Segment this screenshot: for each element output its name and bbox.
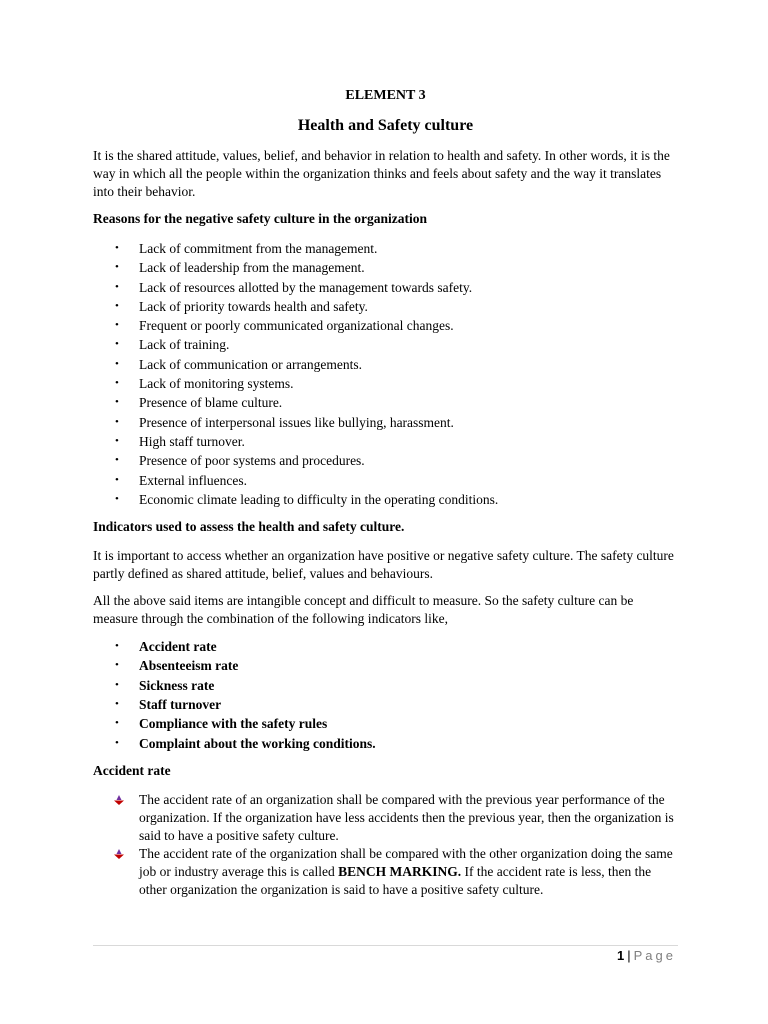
list-item-text: Accident rate <box>139 639 217 655</box>
element-label: ELEMENT 3 <box>345 88 426 103</box>
bullet-icon: • <box>115 736 119 749</box>
list-item-text: Staff turnover <box>139 697 222 713</box>
page-footer <box>617 948 676 963</box>
reasons-list <box>93 239 678 509</box>
list-item-text: Frequent or poorly communicated organizational changes. <box>139 318 454 334</box>
indicators-paragraph-2: All the above said items are intangible concept and difficult to measure. So the safety culture can be measure through the combination of the following indicators like, <box>93 593 634 627</box>
list-item <box>93 239 678 258</box>
list-item-text: Lack of communication or arrangements. <box>139 356 363 372</box>
footer-separator: | <box>627 948 631 963</box>
page-title: Health and Safety culture <box>297 117 474 134</box>
bullet-icon: • <box>115 434 119 447</box>
list-item-text: High staff turnover. <box>139 433 245 449</box>
list-item-text: Presence of interpersonal issues like bullying, harassment. <box>139 414 454 430</box>
page-word: Page <box>633 948 676 963</box>
list-item-text: Lack of commitment from the management. <box>139 241 378 256</box>
list-item <box>93 258 678 277</box>
list-item-text: Lack of resources allotted by the management towards safety. <box>139 279 473 295</box>
list-item-text: Lack of priority towards health and safety. <box>139 298 368 314</box>
list-item <box>93 695 678 714</box>
bullet-icon: • <box>115 357 119 370</box>
list-item <box>93 451 678 470</box>
bullet-icon: • <box>115 338 119 351</box>
bullet-icon: • <box>115 242 119 254</box>
indicators-heading: Indicators used to assess the health and safety culture. <box>93 519 405 535</box>
list-item-text: Economic climate leading to difficulty in the operating conditions. <box>139 491 499 507</box>
list-item <box>93 656 678 675</box>
page-number: 1 <box>617 948 625 963</box>
bullet-icon: • <box>115 698 119 711</box>
bullet-icon: • <box>115 415 119 428</box>
list-item-text: Presence of poor systems and procedures. <box>139 453 365 469</box>
bullet-icon: • <box>115 280 119 293</box>
list-item <box>93 490 678 509</box>
list-item-text: Absenteeism rate <box>139 658 239 674</box>
list-item-text: Lack of leadership from the management. <box>139 260 365 276</box>
arrow-bullet-icon <box>113 794 125 806</box>
bullet-icon: • <box>115 454 119 467</box>
list-item <box>93 278 678 297</box>
list-item <box>93 676 678 695</box>
list-item <box>93 845 678 899</box>
list-item <box>93 413 678 432</box>
list-item <box>93 714 678 733</box>
footer-divider <box>93 945 678 946</box>
list-item <box>93 791 678 845</box>
accident-item-text-b: If the accident rate is less, then the other organization the organization is said to have a positive safety culture. <box>139 863 652 897</box>
list-item <box>93 297 678 316</box>
intro-paragraph: It is the shared attitude, values, belief, and behavior in relation to health and safety. In other words, it is the way in which all the people within the organization thinks and feels about safety and the way it translates into their behavior. <box>93 148 670 199</box>
accident-rate-heading: Accident rate <box>93 762 171 778</box>
list-item-text: Complaint about the working conditions. <box>139 735 376 751</box>
reasons-heading: Reasons for the negative safety culture in the organization <box>93 211 427 226</box>
bullet-icon: • <box>115 396 119 409</box>
list-item <box>93 432 678 451</box>
bullet-icon: • <box>115 659 119 672</box>
list-item <box>93 393 678 412</box>
bullet-icon: • <box>115 717 119 730</box>
accident-rate-list <box>93 791 678 899</box>
list-item <box>93 374 678 393</box>
bullet-icon: • <box>115 299 119 312</box>
document-page <box>93 86 678 899</box>
list-item-text: Lack of monitoring systems. <box>139 376 294 392</box>
bench-marking-term: BENCH MARKING. <box>338 863 462 879</box>
bullet-icon: • <box>115 492 119 505</box>
accident-item-text: The accident rate of an organization shall be compared with the previous year performance of the organization. If the organization have less accidents then the previous year, then the organization is said to have a positive safety culture. <box>139 791 674 843</box>
bullet-icon: • <box>115 640 119 653</box>
list-item-text: External influences. <box>139 472 247 488</box>
bullet-icon: • <box>115 319 119 332</box>
list-item <box>93 355 678 374</box>
list-item <box>93 471 678 490</box>
bullet-icon: • <box>115 678 119 691</box>
bullet-icon: • <box>115 377 119 390</box>
list-item <box>93 637 678 656</box>
bullet-icon: • <box>115 473 119 486</box>
arrow-bullet-icon <box>113 848 125 860</box>
accident-item-text-a: The accident rate of the organization shall be compared with the other organization doing the same job or industry average this is called <box>139 845 673 879</box>
indicators-paragraph-1: It is important to access whether an organization have positive or negative safety culture. The safety culture partly defined as shared attitude, belief, values and behaviours. <box>93 548 674 582</box>
list-item <box>93 335 678 354</box>
list-item-text: Presence of blame culture. <box>139 395 283 411</box>
list-item <box>93 316 678 335</box>
list-item <box>93 734 678 753</box>
indicators-list <box>93 637 678 753</box>
bullet-icon: • <box>115 261 119 274</box>
list-item-text: Sickness rate <box>139 677 215 693</box>
list-item-text: Lack of training. <box>139 337 230 353</box>
list-item-text: Compliance with the safety rules <box>139 716 328 732</box>
